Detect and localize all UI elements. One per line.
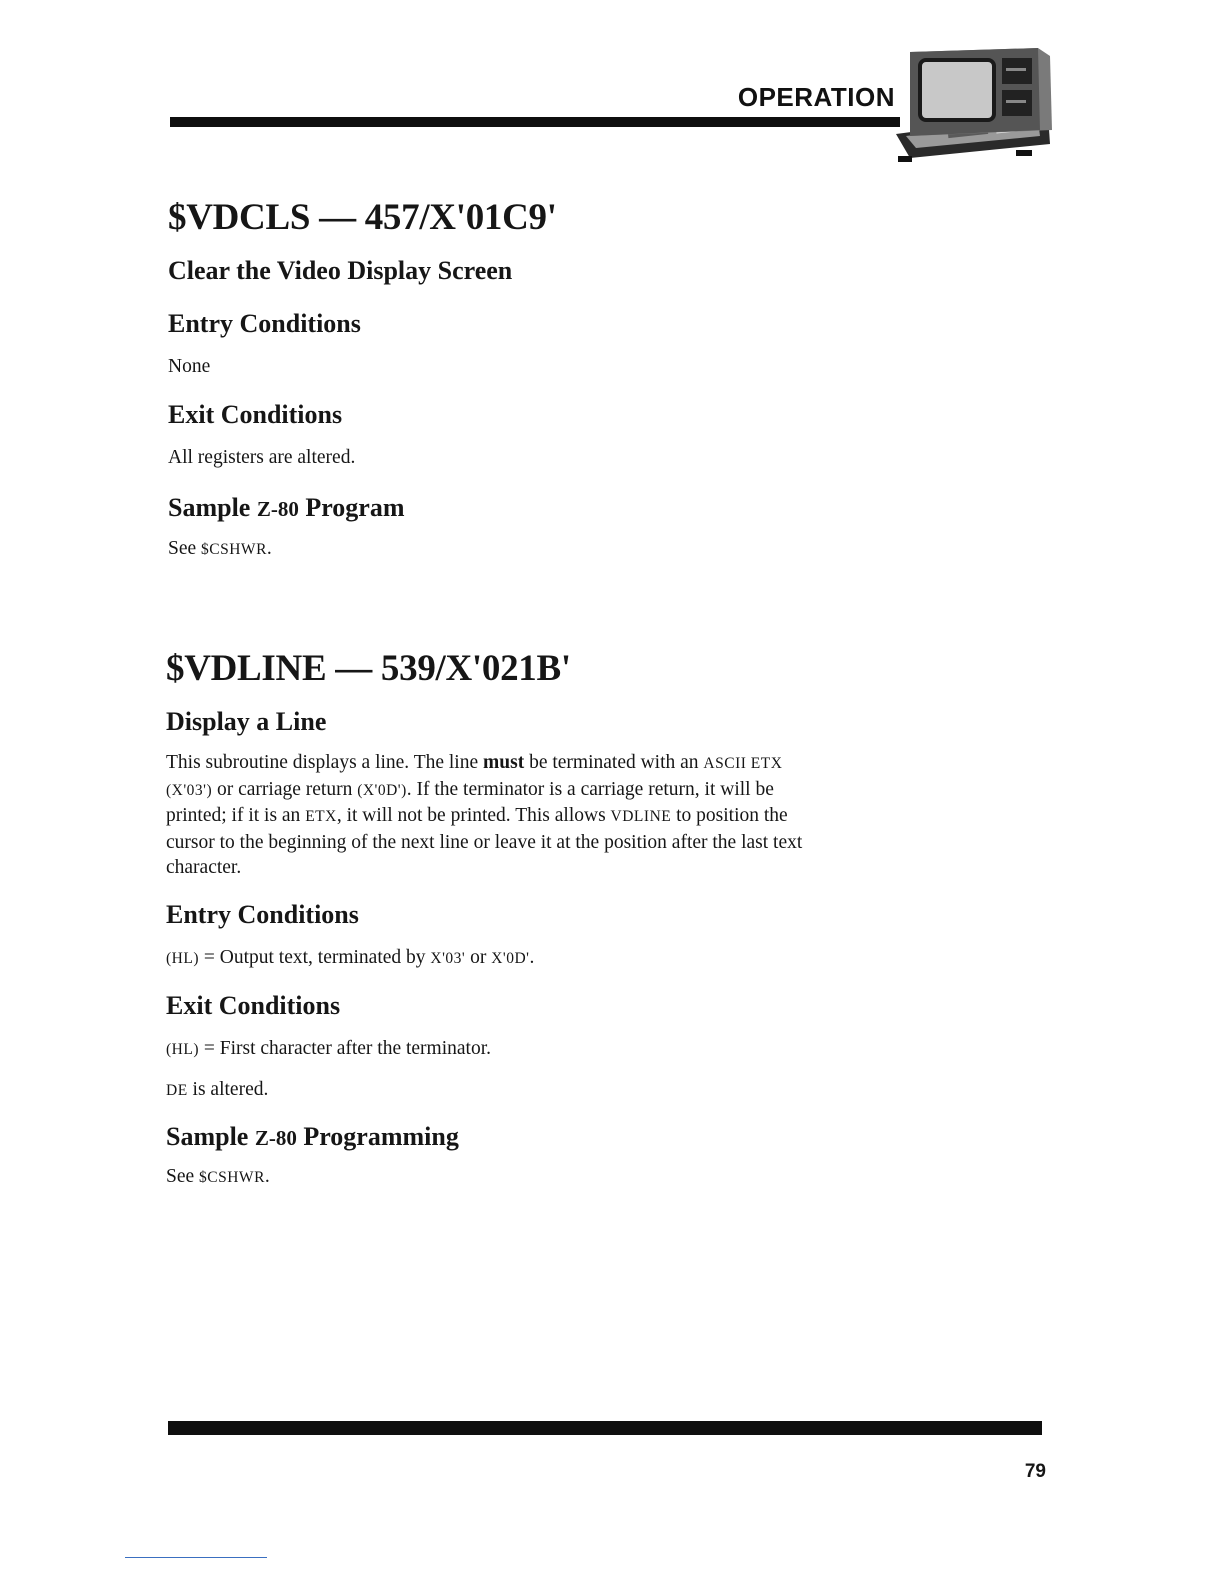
vdline-sample-text: See $CSHWR. <box>166 1166 270 1187</box>
vdline-title: $VDLINE — 539/X'021B' <box>166 648 571 689</box>
vdcls-title: $VDCLS — 457/X'01C9' <box>168 197 557 238</box>
cshwr-reference: $CSHWR <box>201 541 267 558</box>
desc-line: cursor to the beginning of the next line or leave it at the position after the last text <box>166 831 803 853</box>
computer-icon <box>888 44 1060 170</box>
section-label: OPERATION <box>737 82 895 112</box>
scan-edge-line <box>125 1557 267 1558</box>
vdline-subtitle: Display a Line <box>166 707 327 736</box>
desc-line: character. <box>166 857 242 878</box>
vdcls-subtitle: Clear the Video Display Screen <box>168 256 513 285</box>
vdcls-sample-heading: Sample Z-80 Program <box>168 493 405 522</box>
footer-rule <box>168 1421 1042 1435</box>
desc-line: (X'03') or carriage return (X'0D'). If the terminator is a carriage return, it will be <box>166 778 774 800</box>
vdline-description <box>166 750 866 881</box>
vdline-exit-text-1: (HL) = First character after the terminator. <box>166 1038 491 1059</box>
vdcls-exit-heading: Exit Conditions <box>168 400 343 429</box>
desc-line: printed; if it is an ETX, it will not be printed. This allows VDLINE to position the <box>166 805 788 826</box>
desc-line: This subroutine displays a line. The line must be terminated with an ASCII ETX <box>166 752 783 773</box>
header-rule <box>170 117 900 127</box>
vdcls-exit-text: All registers are altered. <box>168 447 356 468</box>
vdline-sample-heading: Sample Z-80 Programming <box>166 1122 459 1151</box>
vdline-exit-text-2: DE is altered. <box>166 1079 269 1100</box>
vdcls-sample-text: See $CSHWR. <box>168 538 272 559</box>
cshwr-reference: $CSHWR <box>199 1169 265 1186</box>
vdcls-entry-text: None <box>168 356 211 377</box>
vdline-entry-text: (HL) = Output text, terminated by X'03' or X'0D'. <box>166 947 535 968</box>
vdline-exit-heading: Exit Conditions <box>166 991 341 1020</box>
vdcls-entry-heading: Entry Conditions <box>168 309 361 338</box>
vdline-entry-heading: Entry Conditions <box>166 900 359 929</box>
page-number: 79 <box>1024 1461 1046 1482</box>
